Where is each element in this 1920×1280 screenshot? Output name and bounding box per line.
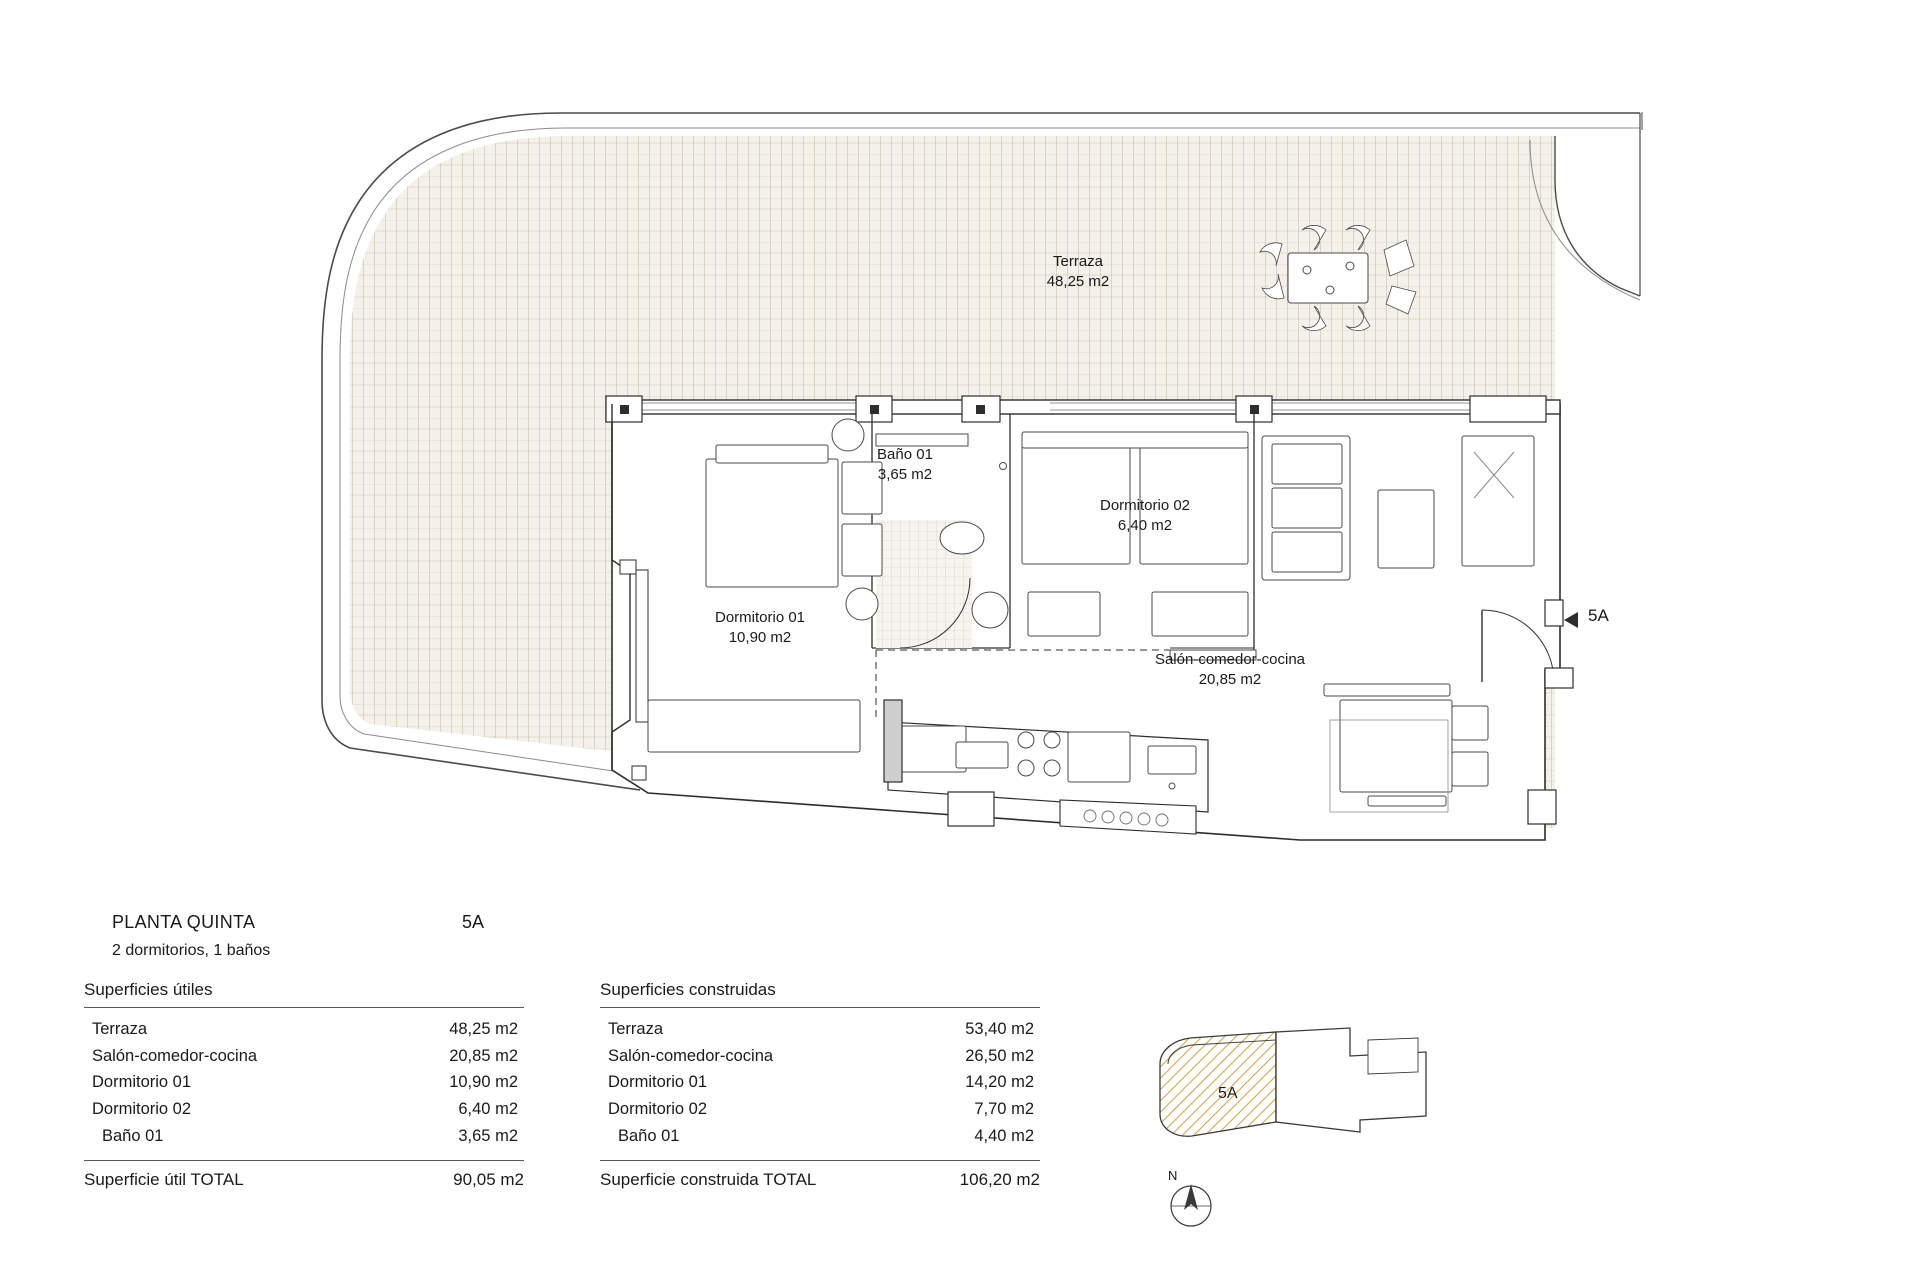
useful-surfaces-table	[84, 980, 524, 1190]
table-row: Terraza 48,25 m2	[92, 1020, 518, 1038]
room-label-dormitorio-02: Dormitorio 02 6,40 m2	[1099, 497, 1191, 535]
useful-surfaces-rows	[84, 1008, 524, 1150]
built-surfaces-rows	[600, 1008, 1040, 1150]
table-row: Salón-comedor-cocina 26,50 m2	[608, 1046, 1034, 1065]
room-label-dormitorio-01: Dormitorio 01 10,90 m2	[714, 609, 806, 647]
table-row: Dormitorio 01 10,90 m2	[92, 1073, 518, 1092]
key-plan	[1150, 1020, 1470, 1160]
key-plan-unit-label: 5A	[1218, 1085, 1238, 1102]
table-row: Salón-comedor-cocina 20,85 m2	[92, 1046, 518, 1065]
room-label-salon-comedor-cocina: Salón-comedor-cocina 20,85 m2	[1154, 651, 1306, 689]
table-row: Dormitorio 02 6,40 m2	[92, 1100, 518, 1119]
compass-north-label: N	[1168, 1168, 1178, 1183]
useful-surfaces-total: Superficie útil TOTAL 90,05 m2	[84, 1160, 524, 1190]
legend-unit-code: 5A	[462, 912, 485, 932]
built-surfaces-header: Superficies construidas	[600, 980, 1040, 1008]
floor-title: PLANTA QUINTA	[112, 912, 256, 932]
useful-surfaces-header: Superficies útiles	[84, 980, 524, 1008]
plan-unit-tag: 5A	[1588, 606, 1609, 625]
built-surfaces-total: Superficie construida TOTAL 106,20 m2	[600, 1160, 1040, 1190]
table-row: Baño 01 3,65 m2	[102, 1126, 518, 1145]
table-row: Terraza 53,40 m2	[608, 1020, 1034, 1038]
compass-rose-icon	[1165, 1170, 1225, 1240]
table-row: Baño 01 4,40 m2	[618, 1126, 1034, 1145]
unit-description: 2 dormitorios, 1 baños	[112, 942, 271, 959]
entrance-arrow	[1564, 612, 1578, 628]
room-label-terraza: Terraza 48,25 m2	[1046, 253, 1110, 291]
table-row: Dormitorio 01 14,20 m2	[608, 1073, 1034, 1092]
built-surfaces-table	[600, 980, 1040, 1190]
surface-schedule	[0, 890, 1920, 1280]
room-label-bano-01: Baño 01 3,65 m2	[877, 446, 933, 484]
table-row: Dormitorio 02 7,70 m2	[608, 1100, 1034, 1119]
